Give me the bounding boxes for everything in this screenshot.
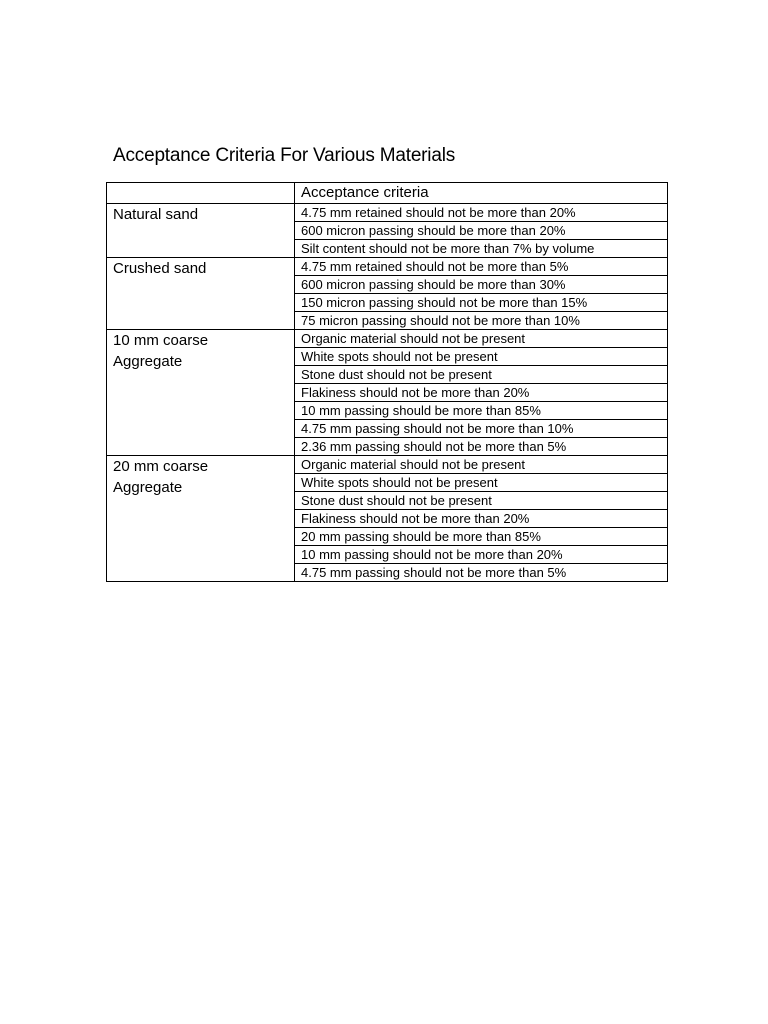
- material-cell-20mm-coarse-aggregate: 20 mm coarse Aggregate: [107, 456, 295, 582]
- criterion-cell: 4.75 mm retained should not be more than 5%: [295, 258, 668, 276]
- criterion-cell: 4.75 mm passing should not be more than 5%: [295, 564, 668, 582]
- header-cell-material: [107, 183, 295, 204]
- criterion-cell: Stone dust should not be present: [295, 492, 668, 510]
- criterion-cell: 10 mm passing should be more than 85%: [295, 402, 668, 420]
- table-row: [107, 258, 668, 276]
- material-cell-10mm-coarse-aggregate: 10 mm coarse Aggregate: [107, 330, 295, 456]
- criterion-cell: Stone dust should not be present: [295, 366, 668, 384]
- criterion-cell: 10 mm passing should not be more than 20%: [295, 546, 668, 564]
- table-header-row: [107, 183, 668, 204]
- criterion-cell: 4.75 mm passing should not be more than 10%: [295, 420, 668, 438]
- criterion-cell: 150 micron passing should not be more than 15%: [295, 294, 668, 312]
- table-row: [107, 456, 668, 474]
- criterion-cell: Silt content should not be more than 7% by volume: [295, 240, 668, 258]
- document-title: Acceptance Criteria For Various Materials: [113, 145, 456, 166]
- table-body: [107, 183, 668, 582]
- header-cell-acceptance-criteria: Acceptance criteria: [295, 183, 668, 204]
- criterion-cell: White spots should not be present: [295, 474, 668, 492]
- table-row: [107, 204, 668, 222]
- criterion-cell: 20 mm passing should be more than 85%: [295, 528, 668, 546]
- acceptance-criteria-table: [106, 182, 668, 582]
- criterion-cell: 600 micron passing should be more than 30%: [295, 276, 668, 294]
- criterion-cell: 75 micron passing should not be more than 10%: [295, 312, 668, 330]
- table-row: [107, 330, 668, 348]
- criterion-cell: 600 micron passing should be more than 20%: [295, 222, 668, 240]
- criterion-cell: White spots should not be present: [295, 348, 668, 366]
- criterion-cell: Flakiness should not be more than 20%: [295, 384, 668, 402]
- criterion-cell: Organic material should not be present: [295, 456, 668, 474]
- criterion-cell: 4.75 mm retained should not be more than 20%: [295, 204, 668, 222]
- criterion-cell: 2.36 mm passing should not be more than 5%: [295, 438, 668, 456]
- criterion-cell: Flakiness should not be more than 20%: [295, 510, 668, 528]
- material-cell-natural-sand: Natural sand: [107, 204, 295, 258]
- material-cell-crushed-sand: Crushed sand: [107, 258, 295, 330]
- criterion-cell: Organic material should not be present: [295, 330, 668, 348]
